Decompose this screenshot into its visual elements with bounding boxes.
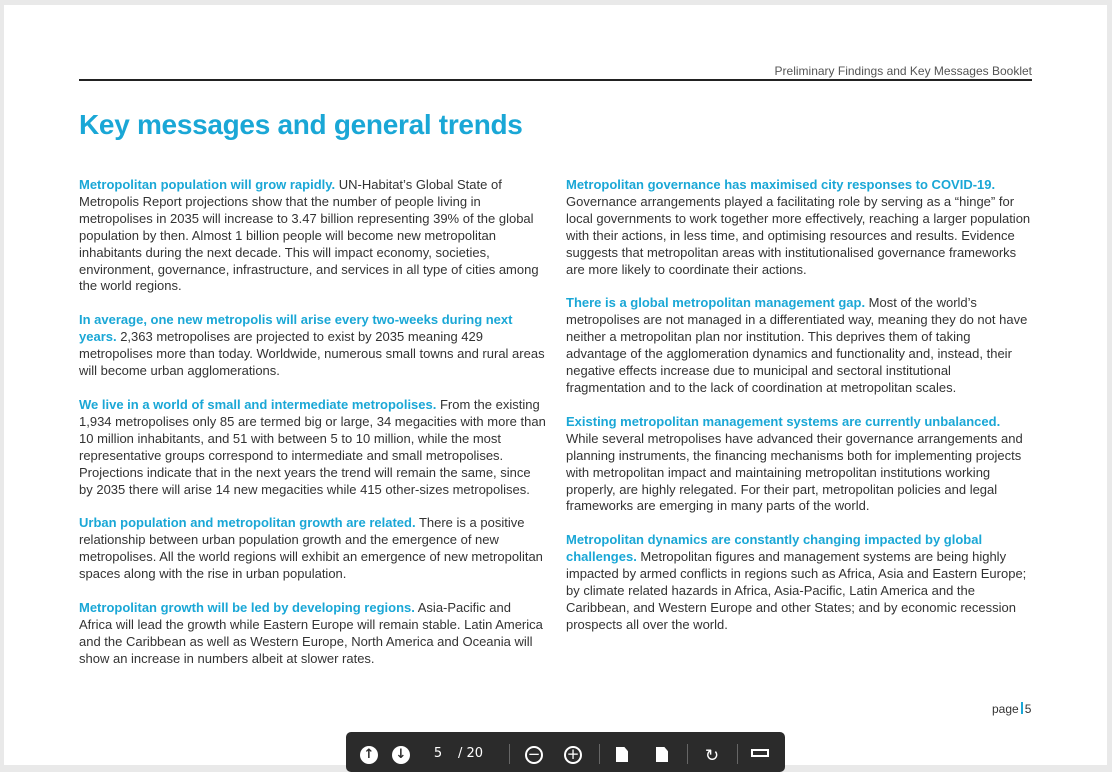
key-message-body: Governance arrangements played a facilitating role by serving as a “hinge” for local governments to work together more effectively, reaching a larger population with their actions, in less time, and optimising resources and results. Evidence suggests that metropolitan areas with institutionalised governance frameworks are more likely to coordinate their actions. (566, 193, 1031, 277)
key-message-body: Asia-Pacific and Africa will lead the growth while Eastern Europe will remain stable. Latin America and the Caribbean as well as Western Europe, North America and Oceania will show an increase in numbers albeit at slower rates. (79, 600, 543, 666)
right-column (566, 177, 1034, 651)
key-message-body: UN-Habitat’s Global State of Metropolis Report projections show that the number of people living in metropolises in 2035 will increase to 3.47 billion representing 39% of the global population by then. Almost 1 billion people will become new metropolitan inhabitants during the next decade. This will impact economy, societies, environment, governance, infrastructure, and services in all type of cities among the world regions. (79, 177, 539, 294)
key-message-lead: We live in a world of small and intermediate metropolises. (79, 396, 437, 412)
rotate-icon[interactable]: ↻ (704, 746, 720, 766)
left-column (79, 177, 547, 685)
key-message-body: Most of the world’s metropolises are not managed in a differentiated way, meaning they do not have neither a metropolitan plan nor institution. This deprives them of taking advantage of the agglomeration dynamics and functionality and, instead, their negative effects increase due to municipal and sectoral institutional fragmentation and to the lack of coordination at metropolitan scales. (566, 295, 1028, 395)
header-rule (79, 79, 1032, 81)
ruler-icon[interactable] (751, 749, 769, 757)
key-message-lead: Metropolitan governance has maximised city responses to COVID-19. (566, 177, 996, 192)
page-number-divider (1021, 702, 1023, 714)
current-page-input[interactable]: 5 (433, 746, 443, 761)
key-message-body: 2,363 metropolises are projected to exist by 2035 meaning 429 metropolises more than today. Worldwide, numerous small towns and rural areas will become urban agglomerations. (79, 329, 545, 379)
toolbar-divider (599, 744, 600, 764)
document-page (4, 5, 1107, 765)
arrow-up-icon[interactable]: ↑ (360, 746, 378, 764)
key-message (79, 177, 547, 295)
key-message-lead: There is a global metropolitan management gap. (566, 295, 866, 311)
key-message-body: There is a positive relationship between urban population growth and the emergence of new metropolises. All the world regions will exhibit an emergence of new metropolitan spaces along with the rise in urban population. (79, 515, 543, 582)
page-number-value: 5 (1024, 702, 1032, 716)
zoom-out-icon[interactable]: − (525, 746, 543, 764)
toolbar-divider (509, 744, 510, 764)
key-message-lead: Urban population and metropolitan growth are related. (79, 515, 416, 531)
key-message (566, 177, 1034, 278)
key-message-body: While several metropolises have advanced their governance arrangements and planning instruments, the financing mechanisms both for implementing projects with metropolitan impact and maintaining metropolitan institutions working properly, are highly relegated. For their part, metropolitan policies and legal frameworks are emerging in many parts of the world. (566, 430, 1023, 514)
page-title: Key messages and general trends (79, 109, 523, 140)
zoom-in-icon[interactable]: + (564, 746, 582, 764)
toolbar-divider (687, 744, 688, 764)
key-message (79, 312, 547, 380)
toolbar-divider (737, 744, 738, 764)
key-message-lead: Existing metropolitan management systems are currently unbalanced. (566, 413, 1001, 429)
page-next-icon[interactable] (656, 747, 668, 762)
running-header: Preliminary Findings and Key Messages Booklet (774, 64, 1032, 78)
pdf-toolbar (346, 732, 785, 772)
page-label: page (992, 702, 1019, 716)
total-pages: / 20 (458, 746, 484, 761)
key-message-lead: Metropolitan dynamics are constantly changing impacted by global challenges. (566, 532, 983, 565)
key-message (79, 397, 547, 498)
key-message-lead: Metropolitan growth will be led by developing regions. (79, 600, 415, 616)
key-message-lead: Metropolitan population will grow rapidly. (79, 177, 336, 192)
page-number (992, 702, 1031, 716)
key-message-lead: In average, one new metropolis will arise every two-weeks during next years. (79, 312, 513, 345)
key-message-body: From the existing 1,934 metropolises only 85 are termed big or large, 34 megacities with more than 10 million inhabitants, and 51 with between 5 to 10 million, while the most representative groups correspond to intermediate and small metropolises. Projections indicate that in the next years the trend will remain the same, since by 2035 there will arise 14 new megacities while 415 other-sizes metropolises. (79, 396, 546, 497)
key-message (79, 600, 547, 668)
key-message (566, 532, 1034, 633)
key-message-body: Metropolitan figures and management systems are being highly impacted by armed conflicts in regions such as Africa, Asia and Eastern Europe; by climate related hazards in Africa, Asia-Pacific, Latin America and the Caribbean, and Western Europe and other States; and by economic recession prospects all over the world. (566, 549, 1027, 632)
arrow-down-icon[interactable]: ↓ (392, 746, 410, 764)
key-message (79, 515, 547, 583)
key-message (566, 414, 1034, 515)
key-message (566, 295, 1034, 396)
page-prev-icon[interactable] (616, 747, 628, 762)
